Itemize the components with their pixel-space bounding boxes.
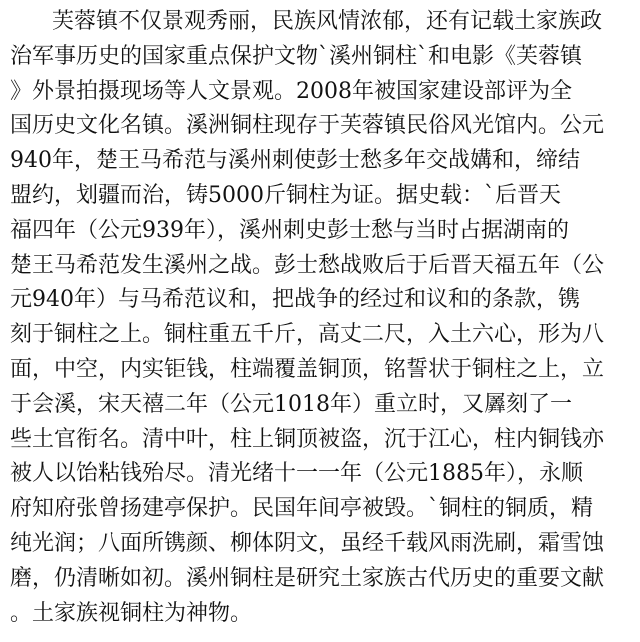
text-line: 府知府张曾扬建亭保护。民国年间亭被毁。`铜柱的铜质，精 (10, 496, 594, 522)
text-line: 楚王马希范发生溪州之战。彭士愁战败后于后晋天福五年（公 (10, 252, 605, 278)
text-line: 盟约，划疆而治，铸5000斤铜柱为证。据史载：`后晋天 (10, 182, 561, 208)
text-line: 》外景拍摄现场等人文景观。2008年被国家建设部评为全 (10, 78, 572, 104)
text-line: 刻于铜柱之上。铜柱重五千斤，高丈二尺，入土六心，形为八 (10, 322, 605, 348)
text-line: 被人以饴粘钱殆尽。清光绪十一一年（公元1885年），永顺 (10, 461, 583, 487)
text-line: 纯光润；八面所镌颜、柳体阴文，虽经千载风雨洗刷，霜雪蚀 (10, 530, 605, 556)
text-line: 国历史文化名镇。溪洲铜柱现存于芙蓉镇民俗风光馆内。公元 (10, 113, 605, 139)
text-line: 。土家族视铜柱为神物。 (10, 600, 253, 626)
text-line: 940年，楚王马希范与溪州刺使彭士愁多年交战媾和，缔结 (10, 148, 580, 174)
text-line: 磨，仍清晰如初。溪州铜柱是研究土家族古代历史的重要文献 (10, 565, 605, 591)
body-paragraph (10, 5, 635, 631)
text-line: 面，中空，内实钜钱，柱端覆盖铜顶，铭誓状于铜柱之上，立 (10, 356, 605, 382)
text-line: 治军事历史的国家重点保护文物`溪州铜柱`和电影《芙蓉镇 (10, 43, 583, 69)
text-line: 于会溪，宋天禧二年（公元1018年）重立时，又羼刻了一 (10, 391, 572, 417)
text-line: 些土官衔名。清中叶，柱上铜顶被盗，沉于江心，柱内铜钱亦 (10, 426, 605, 452)
text-line: 元940年）与马希范议和，把战争的经过和议和的条款，镌 (10, 287, 580, 313)
text-line: 芙蓉镇不仅景观秀丽，民族风情浓郁，还有记载土家族政 (52, 9, 603, 34)
text-line: 福四年（公元939年），溪州刺史彭士愁与当时占据湖南的 (10, 217, 569, 243)
